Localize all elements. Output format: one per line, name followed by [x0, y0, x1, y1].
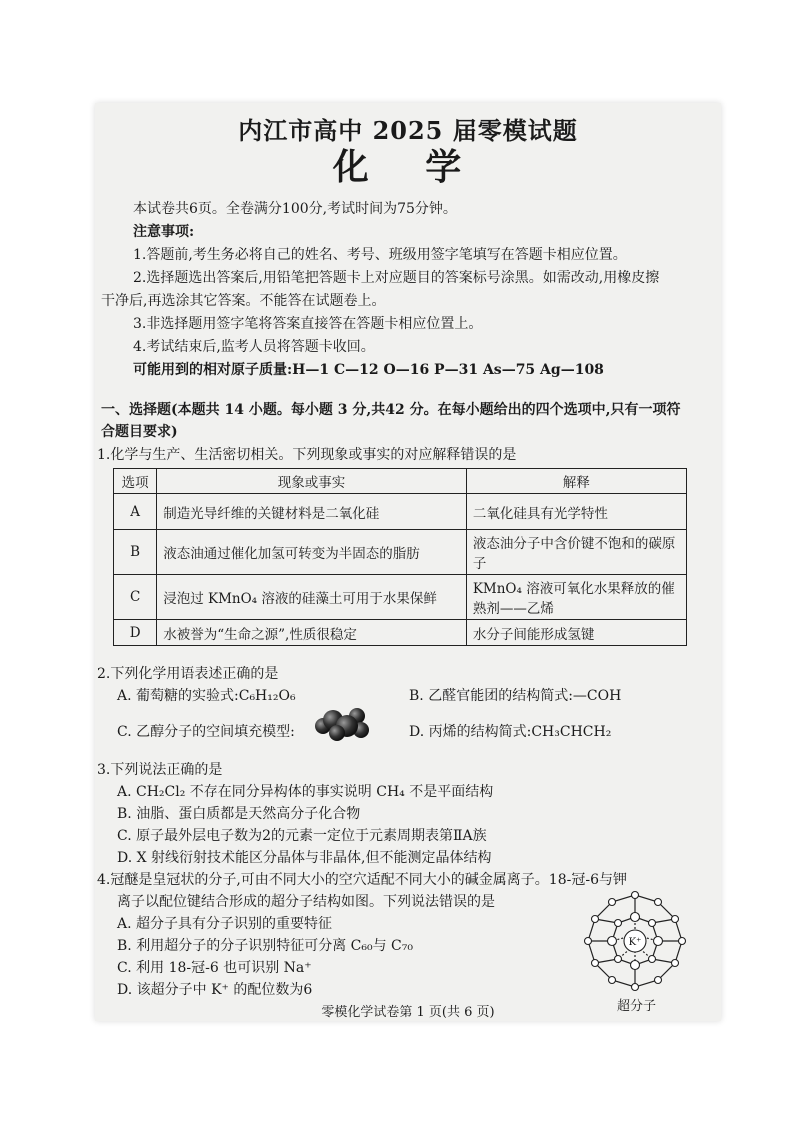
option-cell: B — [114, 530, 157, 575]
q1-table — [113, 468, 687, 646]
q2-option-d: D. 丙烯的结构简式:CH₃CHCH₂ — [409, 724, 612, 740]
fact-cell: 浸泡过 KMnO₄ 溶液的硅藻土可用于水果保鲜 — [157, 575, 467, 620]
atomic-masses: 可能用到的相对原子质量:H—1 C—12 O—16 P—31 As—75 Ag—108 — [133, 362, 604, 378]
note-item: 4.考试结束后,监考人员将答题卡收回。 — [133, 339, 375, 355]
q2-option-a: A. 葡萄糖的实验式:C₆H₁₂O₆ — [117, 688, 296, 704]
note-item: 干净后,再选涂其它答案。不能答在试题卷上。 — [101, 293, 386, 309]
explanation-cell: 液态油分子中含价键不饱和的碳原子 — [466, 530, 686, 575]
note-item: 1.答题前,考生务必将自己的姓名、考号、班级用签字笔填写在答题卡相应位置。 — [133, 247, 627, 263]
table-header: 解释 — [466, 469, 686, 494]
q4-stem-line2: 离子以配位键结合形成的超分子结构如图。下列说法错误的是 — [117, 894, 495, 910]
q1-stem: 1.化学与生产、生活密切相关。下列现象或事实的对应解释错误的是 — [97, 447, 517, 463]
option-cell: C — [114, 575, 157, 620]
subject-title: 化 学 — [332, 146, 484, 188]
notes-heading: 注意事项: — [133, 224, 195, 240]
q3-option-d: D. X 射线衍射技术能区分晶体与非晶体,但不能测定晶体结构 — [117, 850, 492, 866]
fact-cell: 制造光导纤维的关键材料是二氧化硅 — [157, 494, 467, 530]
supramolecule-diagram — [580, 889, 690, 993]
exam-title: 内江市高中 2025 届零模试题 — [238, 116, 578, 145]
q4-option-c: C. 利用 18-冠-6 也可识别 Na⁺ — [117, 960, 312, 976]
table-row — [114, 575, 687, 620]
section-heading-cont: 合题目要求) — [101, 424, 178, 440]
fact-cell: 水被誉为“生命之源”,性质很稳定 — [157, 620, 467, 646]
intro-text: 本试卷共6页。全卷满分100分,考试时间为75分钟。 — [133, 201, 457, 217]
table-row — [114, 530, 687, 575]
note-item: 2.选择题选出答案后,用铅笔把答题卡上对应题目的答案标号涂黑。如需改动,用橡皮擦 — [133, 270, 660, 286]
explanation-cell: 水分子间能形成氢键 — [466, 620, 686, 646]
q3-option-b: B. 油脂、蛋白质都是天然高分子化合物 — [117, 806, 361, 822]
q4-option-a: A. 超分子具有分子识别的重要特征 — [117, 916, 333, 932]
ethanol-space-filling-model — [313, 706, 371, 742]
fact-cell: 液态油通过催化加氢可转变为半固态的脂肪 — [157, 530, 467, 575]
q4-stem-line1: 4.冠醚是皇冠状的分子,可由不同大小的空穴适配不同大小的碱金属离子。18-冠-6与钾 — [97, 872, 627, 888]
q3-option-a: A. CH₂Cl₂ 不存在同分异构体的事实说明 CH₄ 不是平面结构 — [117, 784, 494, 800]
exam-page — [95, 103, 721, 1021]
option-cell: D — [114, 620, 157, 646]
q3-option-c: C. 原子最外层电子数为2的元素一定位于元素周期表第ⅡA族 — [117, 828, 487, 844]
note-item: 3.非选择题用签字笔将答案直接答在答题卡相应位置上。 — [133, 316, 483, 332]
table-header-row — [114, 469, 687, 494]
explanation-cell: KMnO₄ 溶液可氧化水果释放的催熟剂——乙烯 — [466, 575, 686, 620]
table-row — [114, 494, 687, 530]
figure-caption: 超分子 — [617, 999, 657, 1014]
q2-option-b: B. 乙醛官能团的结构简式:—COH — [409, 688, 622, 704]
q4-option-b: B. 利用超分子的分子识别特征可分离 C₆₀与 C₇₀ — [117, 938, 413, 954]
q2-stem: 2.下列化学用语表述正确的是 — [97, 666, 279, 682]
table-row — [114, 620, 687, 646]
section-heading: 一、选择题(本题共 14 小题。每小题 3 分,共42 分。在每小题给出的四个选项中,只有一项符 — [101, 402, 681, 418]
page-footer: 零模化学试卷第 1 页(共 6 页) — [321, 1005, 495, 1020]
potassium-ion-label: K⁺ — [628, 937, 642, 948]
explanation-cell: 二氧化硅具有光学特性 — [466, 494, 686, 530]
option-cell: A — [114, 494, 157, 530]
table-header: 现象或事实 — [157, 469, 467, 494]
table-header: 选项 — [114, 469, 157, 494]
q3-stem: 3.下列说法正确的是 — [97, 762, 223, 778]
q4-option-d: D. 该超分子中 K⁺ 的配位数为6 — [117, 982, 313, 998]
q2-option-c: C. 乙醇分子的空间填充模型: — [117, 724, 295, 740]
